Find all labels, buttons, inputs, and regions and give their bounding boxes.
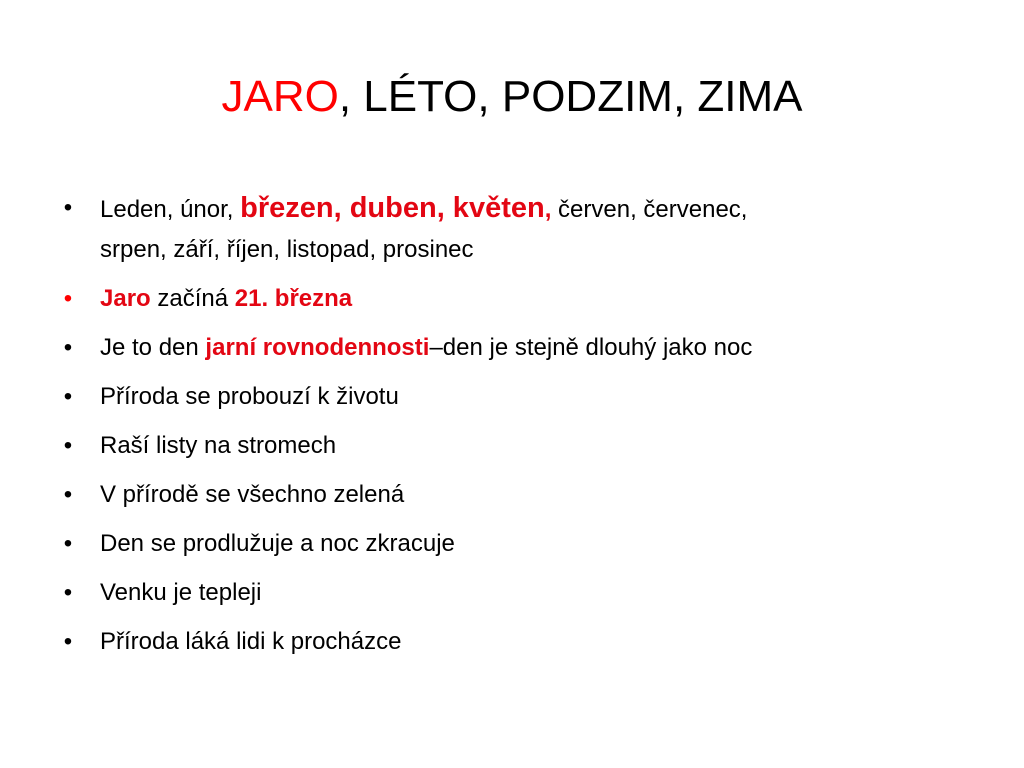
- months-post: červen, červenec,: [551, 196, 748, 223]
- bullet-icon: •: [63, 285, 73, 312]
- title-highlight: JARO: [221, 72, 339, 121]
- bullet-icon: •: [63, 579, 73, 606]
- slide-title: [0, 62, 1024, 132]
- spring-mid: začíná: [150, 285, 235, 312]
- bullet-item-months: [58, 188, 958, 270]
- bullet-item-spring-start: [58, 279, 958, 319]
- bullet-item: [58, 524, 958, 564]
- bullet-text: Příroda se probouzí k životu: [100, 383, 399, 410]
- equinox-highlight: jarní rovnodennosti: [205, 334, 430, 361]
- bullet-item: [58, 622, 958, 662]
- bullet-text: Den se prodlužuje a noc zkracuje: [100, 530, 455, 557]
- bullet-text: Raší listy na stromech: [100, 432, 337, 459]
- bullet-item: [58, 475, 958, 515]
- bullet-icon: •: [63, 383, 73, 410]
- bullet-item-equinox: [58, 328, 958, 368]
- bullet-list: [58, 188, 958, 671]
- bullet-icon: •: [63, 334, 73, 361]
- months-highlight: březen, duben, květen: [240, 192, 545, 224]
- months-comma: ,: [544, 196, 552, 223]
- bullet-icon: •: [63, 432, 73, 459]
- bullet-icon: •: [63, 530, 73, 557]
- spring-word: Jaro: [100, 285, 151, 312]
- bullet-icon: •: [63, 194, 73, 221]
- bullet-text: Příroda láká lidi k procházce: [100, 628, 402, 655]
- equinox-pre: Je to den: [100, 334, 206, 361]
- bullet-icon: •: [63, 628, 73, 655]
- title-rest: , LÉTO, PODZIM, ZIMA: [338, 72, 803, 121]
- bullet-item: [58, 573, 958, 613]
- bullet-item: [58, 377, 958, 417]
- bullet-text: Venku je tepleji: [100, 579, 262, 606]
- months-pre: Leden, únor,: [100, 196, 241, 223]
- bullet-icon: •: [63, 481, 73, 508]
- months-post-line2: srpen, září, říjen, listopad, prosinec: [100, 236, 474, 263]
- bullet-text: V přírodě se všechno zelená: [100, 481, 405, 508]
- bullet-item: [58, 426, 958, 466]
- spring-date: 21. března: [234, 285, 353, 312]
- equinox-post: –den je stejně dlouhý jako noc: [429, 334, 753, 361]
